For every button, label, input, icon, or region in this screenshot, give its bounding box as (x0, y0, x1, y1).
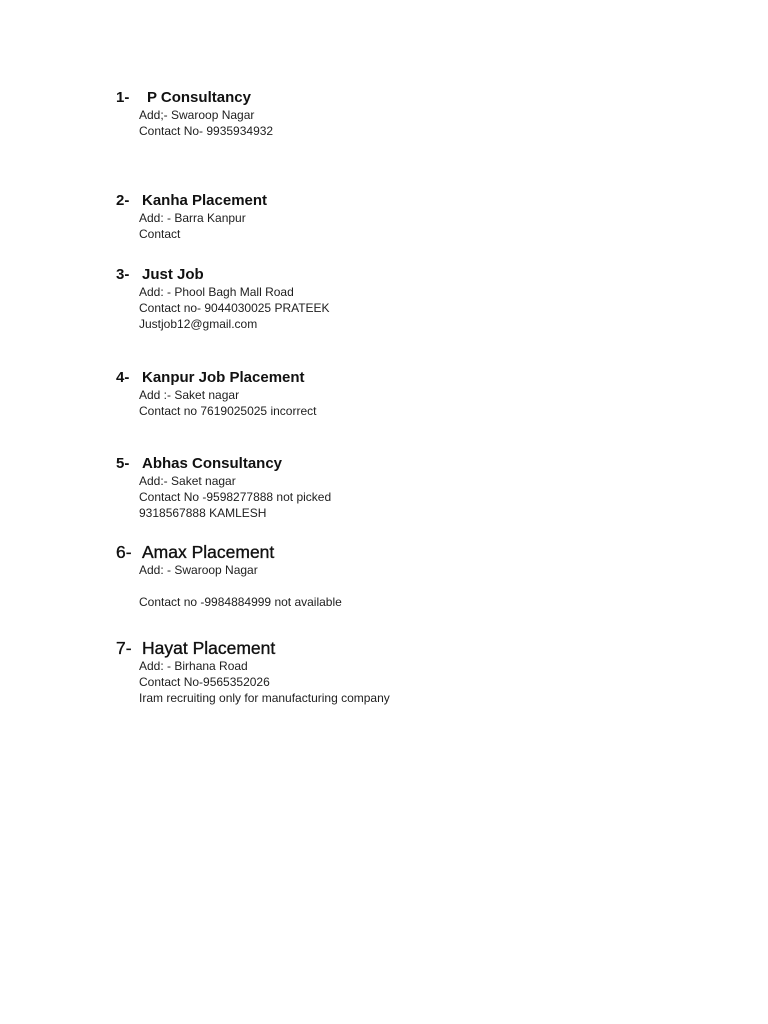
contact-line: Contact no -9984884999 not available (139, 595, 342, 610)
entry-title: Kanha Placement (142, 192, 268, 209)
entry-7 (116, 638, 390, 707)
entry-heading (116, 369, 316, 387)
entry-title: Abhas Consultancy (142, 455, 283, 472)
address-line: Add:- Saket nagar (139, 474, 236, 488)
entry-title: Kanpur Job Placement (142, 369, 305, 386)
entry-details (139, 562, 342, 611)
entry-2 (116, 192, 267, 242)
contact-line: Contact no- 9044030025 PRATEEK (139, 301, 330, 316)
address-line: Add: - Swaroop Nagar (139, 563, 258, 577)
contact-line: Contact No-9565352026 (139, 675, 270, 690)
contact-line: Contact (139, 227, 181, 242)
email-line: Justjob12@gmail.com (139, 317, 258, 332)
entry-number: 5- (116, 455, 130, 472)
entry-heading (116, 89, 273, 107)
entry-heading (116, 638, 390, 658)
entry-title: Hayat Placement (142, 638, 276, 658)
entry-6 (116, 542, 342, 611)
contact-line: Contact No -9598277888 not picked (139, 490, 332, 505)
contact-line: Contact No- 9935934932 (139, 124, 274, 139)
entry-title: P Consultancy (147, 89, 251, 106)
contact-line: Contact no 7619025025 incorrect (139, 404, 317, 419)
entry-heading (116, 266, 330, 284)
entry-number: 4- (116, 369, 130, 386)
entry-number: 1- (116, 89, 130, 106)
address-line: Add: - Barra Kanpur (139, 211, 246, 225)
entry-5 (116, 455, 331, 522)
entry-heading (116, 192, 267, 210)
blank-line (139, 578, 342, 594)
entry-3 (116, 266, 330, 333)
note-line: Iram recruiting only for manufacturing company (139, 691, 390, 706)
entry-number: 3- (116, 266, 130, 283)
contact-line-alt: 9318567888 KAMLESH (139, 506, 267, 521)
entry-details (139, 284, 330, 333)
entry-title: Amax Placement (142, 542, 275, 562)
entry-number: 7- (116, 638, 132, 658)
address-line: Add: - Birhana Road (139, 659, 248, 673)
entry-heading (116, 542, 342, 562)
entry-details (139, 658, 390, 707)
entry-number: 2- (116, 192, 130, 209)
entry-details (139, 210, 267, 242)
address-line: Add: - Phool Bagh Mall Road (139, 285, 294, 299)
address-line: Add :- Saket nagar (139, 388, 240, 402)
entry-1 (116, 89, 273, 139)
address-line: Add;- Swaroop Nagar (139, 108, 255, 122)
entry-details (139, 387, 316, 419)
entry-4 (116, 369, 316, 419)
entry-number: 6- (116, 542, 132, 562)
entry-heading (116, 455, 331, 473)
entry-details (139, 473, 331, 522)
entry-details (139, 107, 273, 139)
entry-title: Just Job (142, 266, 204, 283)
